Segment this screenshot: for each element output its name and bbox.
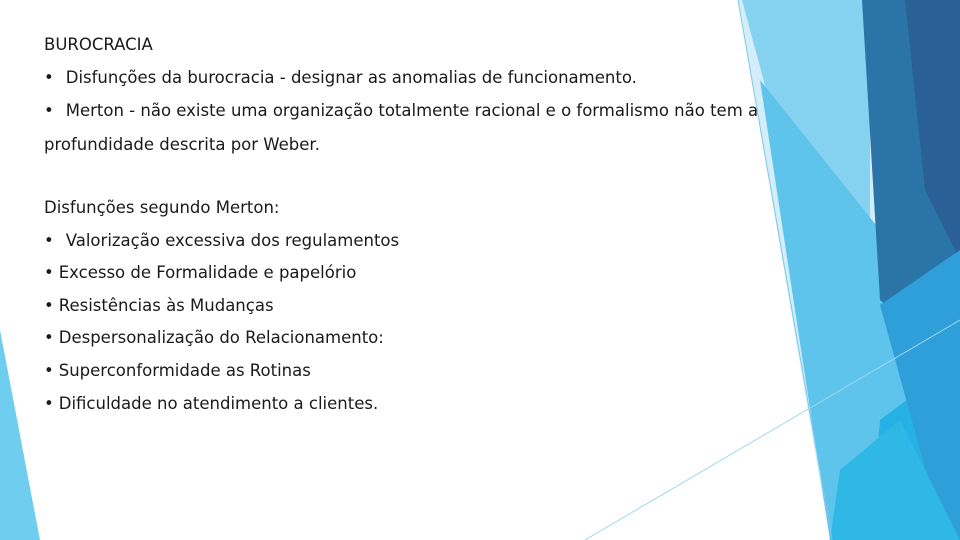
merton-item-text: Excesso de Formalidade e papelório [58, 263, 357, 282]
bullet: • [44, 328, 54, 347]
bullet: • [44, 263, 54, 282]
bullet: • [44, 68, 54, 87]
merton-item-text: Valorização excessiva dos regulamentos [65, 231, 400, 250]
bullet: • [44, 231, 54, 250]
merton-item [44, 394, 378, 414]
intro-item [44, 68, 637, 88]
merton-item [44, 296, 274, 316]
bullet: • [44, 394, 54, 413]
intro-item [44, 101, 758, 121]
bullet: • [44, 296, 54, 315]
slide-heading: BUROCRACIA [44, 35, 153, 54]
bullet: • [44, 361, 54, 380]
subheading: Disfunções segundo Merton: [44, 198, 280, 217]
merton-item-text: Superconformidade as Rotinas [58, 361, 311, 380]
bullet: • [44, 101, 54, 120]
merton-item [44, 263, 356, 283]
left-accent [0, 330, 40, 540]
intro-item-text: Merton - não existe uma organização totalmente racional e o formalismo não tem a [65, 101, 759, 120]
merton-item [44, 361, 311, 381]
merton-item-text: Resistências às Mudanças [58, 296, 274, 315]
merton-item [44, 328, 384, 348]
intro-continuation: profundidade descrita por Weber. [44, 135, 320, 154]
merton-item [44, 231, 399, 251]
merton-item-text: Despersonalização do Relacionamento: [58, 328, 384, 347]
merton-item-text: Dificuldade no atendimento a clientes. [58, 394, 379, 413]
intro-item-text: Disfunções da burocracia - designar as anomalias de funcionamento. [65, 68, 637, 87]
